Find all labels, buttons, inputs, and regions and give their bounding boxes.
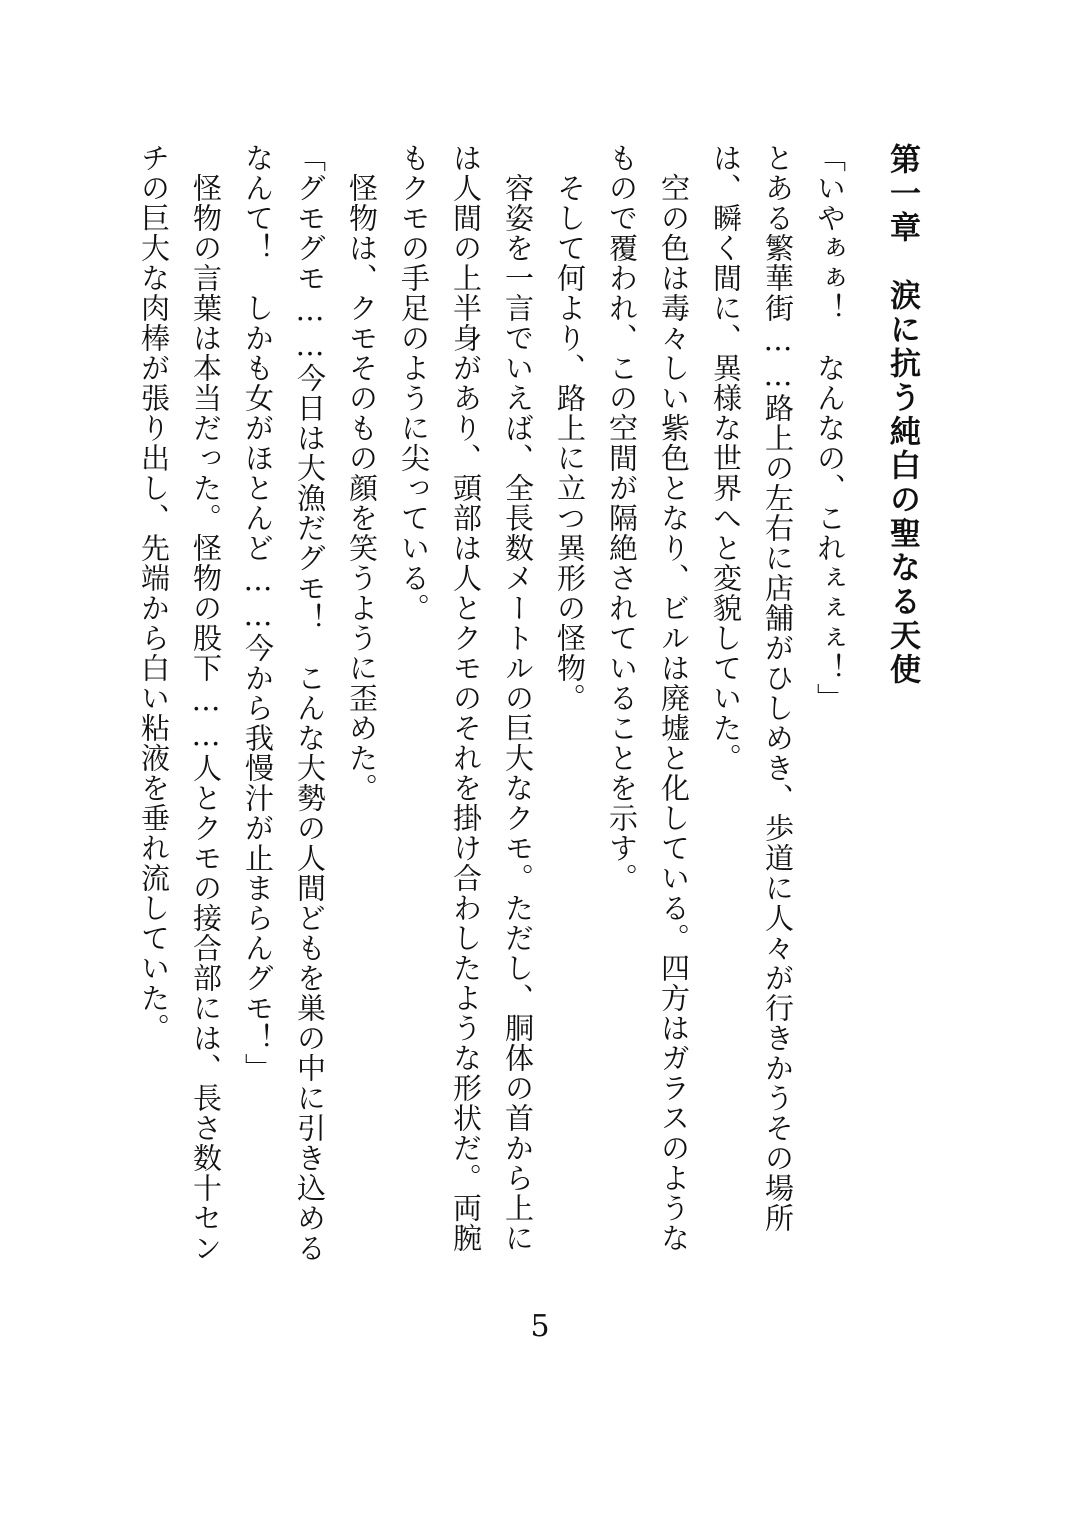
paragraph: 空の色は毒々しい紫色となり、ビルは廃墟と化している。四方はガラスのようなもので覆われ、この空間が隔絶されていることを示す。 — [605, 143, 691, 1253]
paragraph: 怪物は、クモそのもの顔を笑うように歪めた。 — [345, 143, 379, 803]
paragraph: 怪物の言葉は本当だった。怪物の股下……人とクモの接合部には、長さ数十センチの巨大な肉棒が張り出し、先端から白い粘液を垂れ流していた。 — [137, 143, 223, 1263]
chapter-title: 第一章 涙に抗う純白の聖なる天使 — [884, 143, 920, 687]
paragraph: 「グモグモ……今日は大漁だグモ！ こんな大勢の人間どもを巣の中に引き込めるなんて！ しかも女がほとんど……今から我慢汁が止まらんグモ！」 — [241, 143, 327, 1263]
paragraph: 「いやぁぁ！ なんなの、これぇぇぇ！」 — [813, 143, 847, 713]
vertical-text-block — [130, 143, 930, 1273]
paragraph: そして何より、路上に立つ異形の怪物。 — [553, 143, 587, 713]
page-number: 5 — [530, 1309, 550, 1344]
paragraph: 容姿を一言でいえば、全長数メートルの巨大なクモ。ただし、胴体の首から上には人間の上半身があり、頭部は人とクモのそれを掛け合わしたような形状だ。両腕もクモの手足のように尖っている。 — [397, 143, 535, 1253]
paragraph: とある繁華街……路上の左右に店舗がひしめき、歩道に人々が行きかうその場所は、瞬く間に、異様な世界へと変貌していた。 — [709, 143, 795, 1233]
